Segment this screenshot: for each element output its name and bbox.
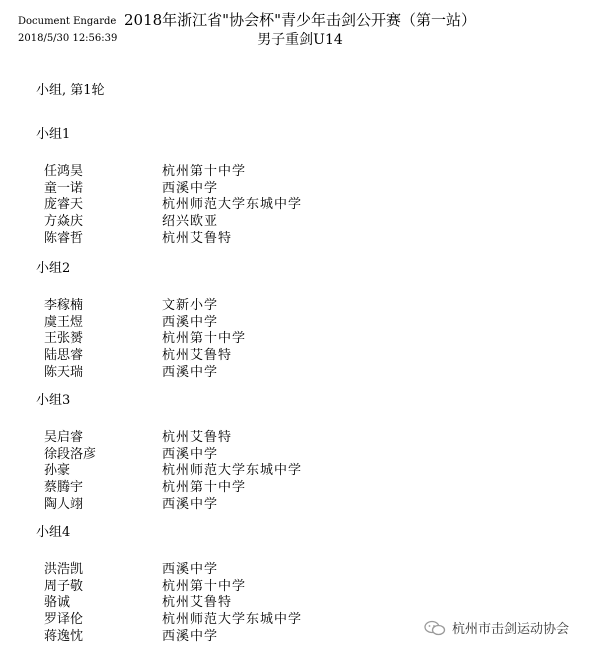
fencer-row <box>36 348 233 365</box>
wechat-icon <box>424 620 446 636</box>
fencer-name: 蔡腾宇 <box>44 480 84 496</box>
fencer-list <box>36 164 303 247</box>
fencer-name: 李稼楠 <box>44 298 84 313</box>
fencer-list <box>36 298 247 381</box>
document-title: 2018年浙江省"协会杯"青少年击剑公开赛（第一站） <box>124 11 476 29</box>
pool-group <box>36 392 303 513</box>
fencer-row <box>36 230 233 248</box>
pool-heading: 小组2 <box>36 261 71 276</box>
fencer-row <box>36 298 219 315</box>
fencer-list <box>36 430 303 513</box>
fencer-name: 吴启睿 <box>44 430 84 445</box>
fencer-row <box>36 578 247 596</box>
fencer-row <box>36 562 219 579</box>
fencer-club: 杭州艾鲁特 <box>162 348 233 364</box>
fencer-club: 杭州第十中学 <box>162 331 247 347</box>
fencer-club: 杭州第十中学 <box>162 480 247 496</box>
document-subtitle: 男子重剑U14 <box>257 32 343 48</box>
fencer-club: 西溪中学 <box>162 496 219 512</box>
fencer-name: 任鸿昊 <box>44 164 84 179</box>
fencer-club: 杭州师范大学东城中学 <box>162 197 303 213</box>
fencer-name: 王张赟 <box>44 331 84 347</box>
fencer-club: 杭州艾鲁特 <box>162 430 233 445</box>
fencer-row <box>36 496 219 514</box>
fencer-name: 骆诚 <box>44 595 71 611</box>
fencer-row <box>36 331 247 348</box>
fencer-row <box>36 197 303 214</box>
pool-group <box>36 524 303 645</box>
watermark-text: 杭州市击剑运动协会 <box>452 622 570 637</box>
fencer-row <box>36 364 219 382</box>
fencer-name: 陶人翊 <box>44 496 84 512</box>
fencer-club: 杭州第十中学 <box>162 578 247 594</box>
fencer-club: 杭州第十中学 <box>162 164 247 179</box>
pool-heading: 小组4 <box>36 525 71 540</box>
fencer-row <box>36 628 219 646</box>
fencer-name: 陈睿哲 <box>44 230 84 246</box>
fencer-name: 方焱庆 <box>44 214 84 230</box>
fencer-row <box>36 446 219 464</box>
fencer-name: 徐段洛彦 <box>44 446 97 462</box>
fencer-club: 西溪中学 <box>162 562 219 577</box>
fencer-row <box>36 612 303 629</box>
fencer-club: 西溪中学 <box>162 180 219 196</box>
pool-heading: 小组3 <box>36 393 71 408</box>
fencer-club: 西溪中学 <box>162 364 219 380</box>
fencer-row <box>36 430 233 447</box>
fencer-list <box>36 562 303 645</box>
fencer-row <box>36 164 247 181</box>
pool-heading: 小组1 <box>36 127 71 142</box>
fencer-club: 绍兴欧亚 <box>162 214 219 230</box>
fencer-row <box>36 214 219 231</box>
fencer-name: 周子敬 <box>44 578 84 594</box>
fencer-club: 杭州师范大学东城中学 <box>162 612 303 628</box>
fencer-row <box>36 595 233 612</box>
fencer-name: 蒋逸忱 <box>44 628 84 644</box>
fencer-name: 孙豪 <box>44 463 71 479</box>
fencer-row <box>36 180 219 198</box>
fencer-club: 杭州艾鲁特 <box>162 595 233 611</box>
fencer-club: 西溪中学 <box>162 628 219 644</box>
account-watermark <box>424 618 569 637</box>
fencer-row <box>36 314 219 332</box>
fencer-club: 文新小学 <box>162 298 219 313</box>
fencer-name: 陆思睿 <box>44 348 84 364</box>
fencer-row <box>36 480 247 497</box>
fencer-name: 庞睿天 <box>44 197 84 213</box>
round-heading: 小组, 第1轮 <box>36 83 105 98</box>
fencer-name: 陈天瑞 <box>44 364 84 380</box>
fencer-club: 西溪中学 <box>162 314 219 330</box>
document-datetime: 2018/5/30 12:56:39 <box>18 33 118 44</box>
fencer-club: 西溪中学 <box>162 446 219 462</box>
pool-group <box>36 126 303 247</box>
fencer-club: 杭州艾鲁特 <box>162 230 233 246</box>
fencer-name: 洪浩凯 <box>44 562 84 577</box>
document-source: Document Engarde <box>18 16 117 27</box>
fencer-club: 杭州师范大学东城中学 <box>162 463 303 479</box>
fencer-row <box>36 463 303 480</box>
fencer-name: 童一诺 <box>44 180 84 196</box>
pool-group <box>36 260 247 381</box>
fencer-name: 虞王煜 <box>44 314 84 330</box>
fencer-name: 罗译伦 <box>44 612 84 628</box>
